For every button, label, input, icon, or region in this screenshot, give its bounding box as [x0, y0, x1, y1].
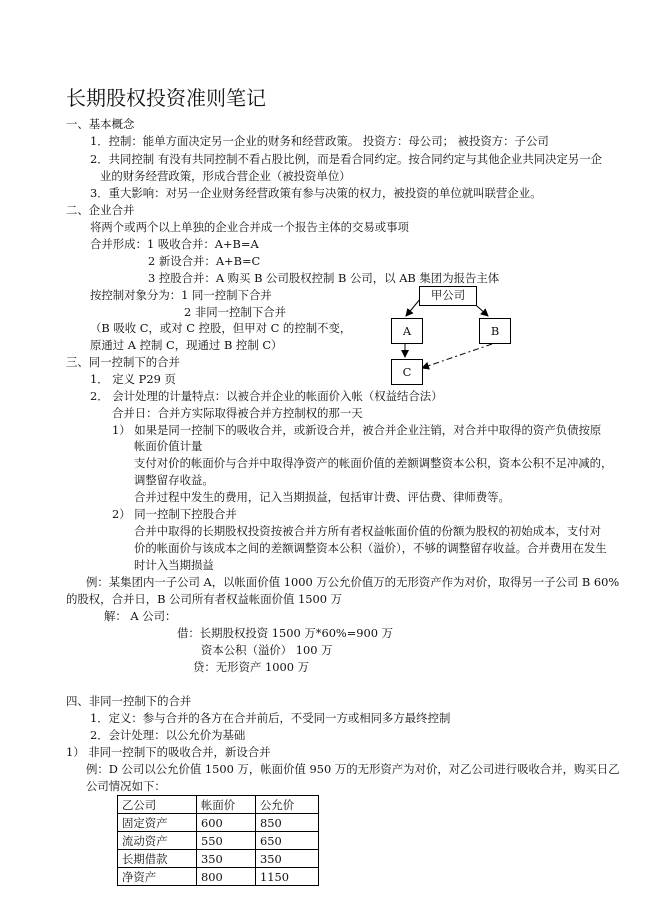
text-line: 例：D 公司以公允价值 1500 万，帐面价值 950 万的无形资产为对价，对乙公司进行吸收合并，购买日乙 [86, 762, 620, 776]
text-line: 2．共同控制 有没有共同控制不看占股比例，而是看合同约定。按合同约定与其他企业共同决定另一企 [90, 152, 603, 166]
text-line: 合并过程中发生的费用，记入当期损益，包括审计费、评估费、律师费等。 [134, 490, 510, 504]
text-line: 帐面价值计量 [134, 439, 203, 453]
table-cell: 长期借款 [118, 850, 197, 868]
text-line: 2． 会计处理的计量特点：以被合并企业的帐面价入帐（权益结合法） [90, 389, 443, 403]
section-heading-4: 四、非同一控制下的合并 [66, 694, 192, 708]
table-header-cell: 乙公司 [118, 796, 197, 814]
text-line: 解： A 公司： [104, 609, 177, 623]
text-line: 公司情况如下： [86, 779, 166, 793]
text-line: 2） 同一控制下控股合并 [112, 507, 237, 521]
dashed-arrow-b-to-c [422, 344, 492, 368]
text-line: 合并中取得的长期股权投资按被合并方所有者权益帐面价值的份额为股权的初始成本，支付对 [134, 524, 602, 538]
text-line: 的股权，合并日，B 公司所有者权益帐面价值 1500 万 [66, 592, 343, 606]
section-heading-3: 三、同一控制下的合并 [66, 355, 180, 369]
text-line: 1） 非同一控制下的吸收合并，新设合并 [66, 745, 271, 759]
text-line: 按控制对象分为：1 同一控制下合并 [90, 288, 272, 302]
text-line: 价的帐面价与该成本之间的差额调整资本公积（溢价），不够的调整留存收益。合并费用在发生 [134, 541, 607, 555]
text-line: 2 新设合并：A+B=C [148, 254, 261, 268]
section-heading-2: 二、企业合并 [66, 203, 135, 217]
table-cell: 850 [256, 814, 319, 832]
text-line: 3 控股合并：A 购买 B 公司股权控制 B 公司，以 AB 集团为报告主体 [148, 271, 500, 285]
table-header-cell: 公允价 [256, 796, 319, 814]
section-heading-1: 一、基本概念 [66, 117, 135, 131]
node-c: C [391, 359, 423, 385]
table-cell: 550 [197, 832, 256, 850]
text-line: 2 非同一控制下合并 [184, 305, 286, 319]
text-line: 1） 如果是同一控制下的吸收合并，或新设合并，被合并企业注销，对合并中取得的资产负债按原 [112, 423, 602, 437]
table-row [118, 868, 319, 886]
text-line: 3．重大影响：对另一企业财务经营政策有参与决策的权力，被投资的单位就叫联营企业。 [90, 186, 542, 200]
text-line: 1． 定义 P29 页 [90, 372, 176, 386]
text-line: 2．会计处理：以公允价为基础 [90, 728, 246, 742]
table-header-cell: 帐面价 [197, 796, 256, 814]
table-cell: 1150 [256, 868, 319, 886]
table-cell: 800 [197, 868, 256, 886]
table-cell: 流动资产 [118, 832, 197, 850]
table-cell: 固定资产 [118, 814, 197, 832]
table-cell: 净资产 [118, 868, 197, 886]
text-line: 合并形成：1 吸收合并：A+B=A [90, 237, 259, 251]
page-title: 长期股权投资准则笔记 [66, 86, 266, 110]
text-line: 1．控制：能单方面决定另一企业的财务和经营政策。 投资方：母公司； 被投资方：子公司 [90, 134, 549, 148]
text-line: 原通过 A 控制 C，现通过 B 控制 C） [90, 338, 283, 352]
text-line: 1．定义：参与合并的各方在合并前后，不受同一方或相同多方最终控制 [90, 711, 451, 725]
text-line: 支付对价的帐面价与合并中取得净资产的帐面价值的差额调整资本公积，资本公积不足冲减的， [134, 456, 613, 470]
text-line: 例：某集团内一子公司 A，以帐面价值 1000 万公允价值万的无形资产作为对价，取得另一子公司 B 60% [86, 575, 620, 589]
journal-entry-line: 资本公积（溢价） 100 万 [201, 643, 333, 657]
table-cell: 650 [256, 832, 319, 850]
node-jia-company: 甲公司 [419, 286, 477, 306]
text-line: 调整留存收益。 [134, 473, 214, 487]
journal-entry-line: 贷：无形资产 1000 万 [193, 660, 309, 674]
text-line: 业的财务经营政策，形成合营企业（被投资单位） [100, 169, 351, 183]
text-line: （B 吸收 C，或对 C 控股，但甲对 C 的控制不变， [90, 321, 352, 335]
table-header-row [118, 796, 319, 814]
company-balance-table [117, 795, 319, 886]
text-line: 将两个或两个以上单独的企业合并成一个报告主体的交易或事项 [90, 220, 409, 234]
table-row [118, 814, 319, 832]
table-cell: 600 [197, 814, 256, 832]
table-cell: 350 [197, 850, 256, 868]
table-row [118, 832, 319, 850]
node-b: B [479, 318, 511, 344]
text-line: 合并日：合并方实际取得被合并方控制权的那一天 [112, 406, 363, 420]
node-a: A [391, 318, 423, 344]
table-cell: 350 [256, 850, 319, 868]
table-row [118, 850, 319, 868]
text-line: 时计入当期损益 [134, 558, 214, 572]
journal-entry-line: 借：长期股权投资 1500 万*60%=900 万 [177, 626, 394, 640]
